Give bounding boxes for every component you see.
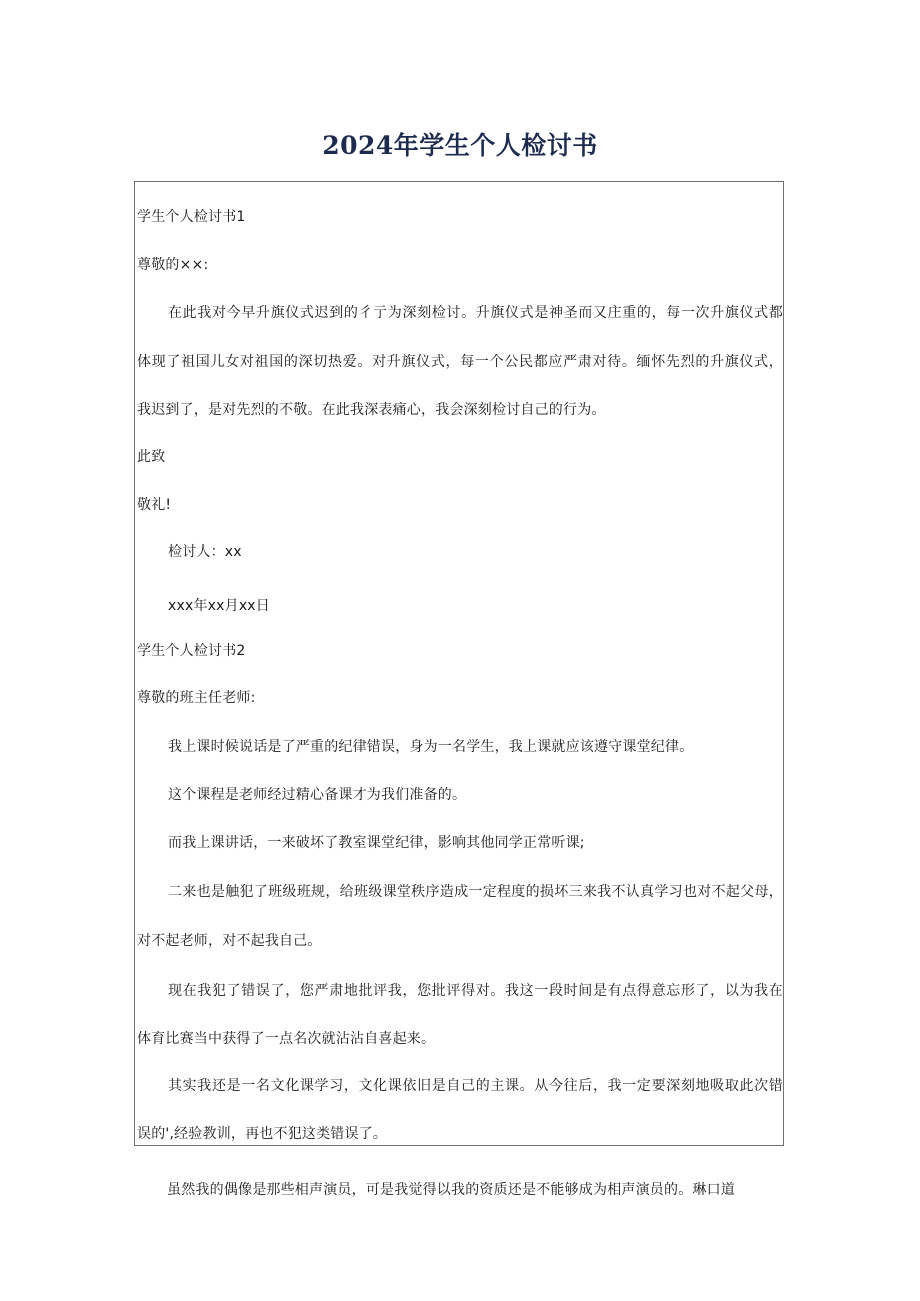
letter1-body-line-2: 体现了祖国儿女对祖国的深切热爱。对升旗仪式，每一个公民都应严肃对待。缅怀先烈的升旗仪式， [137,354,783,370]
trailing-paragraph: 虽然我的偶像是那些相声演员，可是我觉得以我的资质还是不能够成为相声演员的。琳口道 [167,1182,735,1198]
letter1-date: xxx年xx月xx日 [168,598,270,614]
letter1-salutation: 尊敬的××: [137,257,209,273]
letter2-paragraph-4-line-2: 对不起老师，对不起我自己。 [137,933,322,949]
letter1-closing-1: 此致 [137,449,166,465]
letter2-heading: 学生个人检讨书2 [137,643,246,659]
letter2-paragraph-5-line-2: 体育比赛当中获得了一点名次就沾沾自喜起来。 [137,1031,436,1047]
letter2-paragraph-5-line-1: 现在我犯了错误了，您严肃地批评我，您批评得对。我这一段时间是有点得意忘形了，以为我在 [168,983,783,999]
letter2-paragraph-4-line-1: 二来也是触犯了班级班规，给班级课堂秩序造成一定程度的损坏三来我不认真学习也对不起父母， [168,884,783,900]
letter1-signer: 检讨人：xx [168,544,242,560]
letter1-closing-2: 敬礼! [137,497,172,513]
letter2-paragraph-1: 我上课时候说话是了严重的纪律错误，身为一名学生，我上课就应该遵守课堂纪律。 [168,739,694,755]
letter1-body-line-1: 在此我对今早升旗仪式迟到的彳亍为深刻检讨。升旗仪式是神圣而又庄重的，每一次升旗仪式都 [168,305,783,321]
letter2-paragraph-3: 而我上课讲话，一来破坏了教室课堂纪律，影响其他同学正常听课; [168,835,585,851]
letter2-salutation: 尊敬的班主任老师: [137,690,256,706]
letter-content-box [134,181,784,1146]
letter2-paragraph-6-line-2: 误的',经验教训，再也不犯这类错误了。 [137,1126,388,1142]
letter2-paragraph-6-line-1: 其实我还是一名文化课学习，文化课依旧是自己的主课。从今往后，我一定要深刻地吸取此次错 [168,1078,783,1094]
letter1-heading: 学生个人检讨书1 [137,209,246,225]
letter1-body-line-3: 我迟到了，是对先烈的不敬。在此我深表痛心，我会深刻检讨自己的行为。 [137,402,606,418]
letter2-paragraph-2: 这个课程是老师经过精心备课才为我们准备的。 [168,787,467,803]
document-title: 2024年学生个人检讨书 [322,131,598,160]
